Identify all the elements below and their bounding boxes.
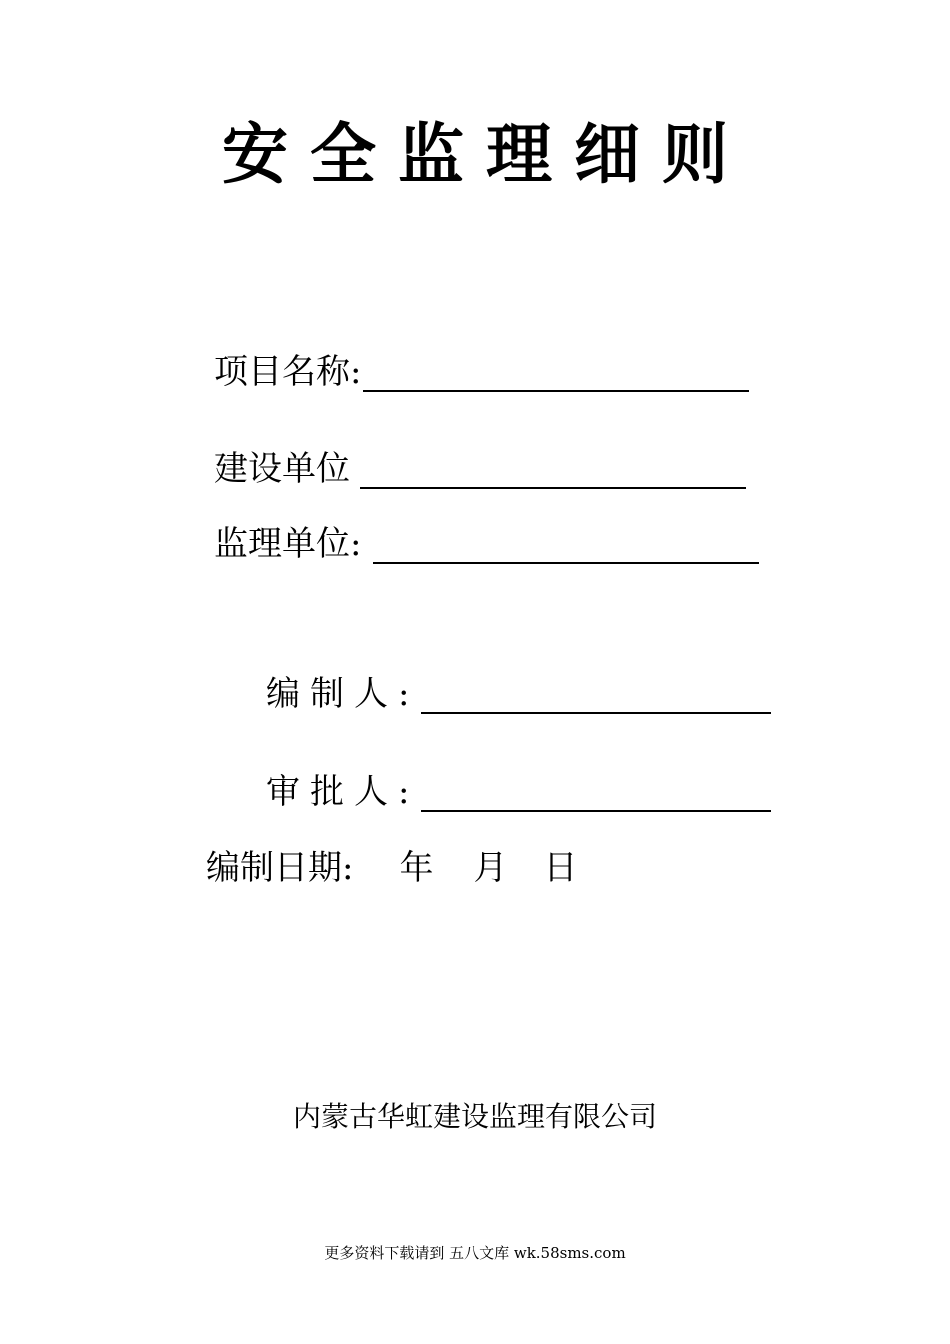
supervisor-field: [214, 524, 759, 564]
document-title: 安全监理细则: [222, 116, 750, 193]
compiler-label: 编制人:: [266, 674, 420, 714]
compiler-field: [266, 674, 771, 714]
builder-label: 建设单位: [214, 449, 350, 489]
company-name: 内蒙古华虹建设监理有限公司: [292, 1100, 657, 1133]
date-year-unit: 年: [399, 848, 434, 888]
date-day-unit: 日: [543, 848, 578, 888]
approver-blank-line: [421, 780, 771, 812]
date-month-unit: 月: [473, 848, 508, 888]
compile-date-field: [206, 848, 578, 888]
project-name-field: [214, 352, 749, 392]
footer-download-note: 更多资料下载请到 五八文库 wk.58sms.com: [324, 1244, 626, 1262]
compiler-blank-line: [421, 682, 771, 714]
project-name-label: 项目名称:: [214, 352, 362, 392]
project-name-blank-line: [363, 360, 749, 392]
supervisor-blank-line: [373, 532, 759, 564]
approver-field: [266, 772, 771, 812]
compile-date-label: 编制日期:: [206, 848, 354, 888]
supervisor-label: 监理单位:: [214, 524, 362, 564]
builder-field: [214, 449, 746, 489]
builder-blank-line: [360, 457, 746, 489]
approver-label: 审批人:: [266, 772, 420, 812]
